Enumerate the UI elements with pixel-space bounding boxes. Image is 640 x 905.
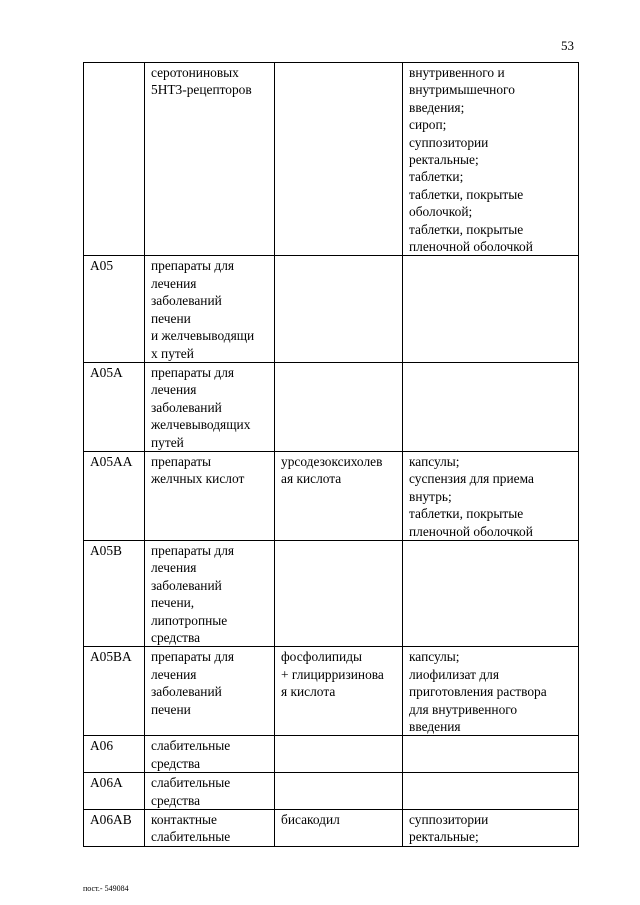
cell-text-line: таблетки, покрытые <box>409 506 524 522</box>
group-name-cell <box>145 810 275 847</box>
cell-text-line: х путей <box>151 345 194 361</box>
cell-text-line: печени, <box>151 595 195 611</box>
cell-text-line: лечения <box>151 560 197 576</box>
table-row <box>84 810 579 847</box>
dosage-forms-cell <box>403 362 579 451</box>
dosage-forms-cell <box>403 63 579 256</box>
cell-text-line: пленочной оболочкой <box>409 239 533 255</box>
cell-text-line: A05 <box>90 258 114 274</box>
cell-text-line: капсулы; <box>409 453 460 469</box>
substance-cell <box>275 451 403 540</box>
group-name-cell <box>145 362 275 451</box>
cell-text-line: средства <box>151 755 201 771</box>
substance-cell <box>275 540 403 646</box>
cell-text-line: для внутривенного <box>409 701 518 717</box>
cell-text-line: лечения <box>151 666 197 682</box>
group-name-cell <box>145 736 275 773</box>
table-row <box>84 256 579 362</box>
cell-text-line: желчных кислот <box>151 471 245 487</box>
cell-text-line: внутривенного и <box>409 65 505 80</box>
cell-text-line: приготовления раствора <box>409 684 547 700</box>
cell-text-line: ая кислота <box>281 471 342 487</box>
cell-text-line: препараты <box>151 453 212 469</box>
cell-text-line: контактные <box>151 812 217 828</box>
group-name-cell <box>145 451 275 540</box>
cell-text-line: заболеваний <box>151 684 222 700</box>
dosage-forms-cell <box>403 451 579 540</box>
substance-cell <box>275 63 403 256</box>
atc-code-cell <box>84 451 145 540</box>
substance-cell <box>275 256 403 362</box>
cell-text-line: заболеваний <box>151 293 222 309</box>
cell-text-line: заболеваний <box>151 577 222 593</box>
cell-text-line: внутрь; <box>409 488 452 504</box>
group-name-cell <box>145 647 275 736</box>
cell-text-line: таблетки, покрытые <box>409 221 524 237</box>
cell-text-line: суппозитории <box>409 134 489 150</box>
table-row <box>84 773 579 810</box>
cell-text-line: путей <box>151 434 184 450</box>
cell-text-line: препараты для <box>151 258 235 274</box>
table-row <box>84 736 579 773</box>
cell-text-line: 5HT3-рецепторов <box>151 82 252 98</box>
cell-text-line: печени <box>151 310 191 326</box>
cell-text-line: введения; <box>409 99 465 115</box>
cell-text-line: A06AB <box>90 812 132 828</box>
cell-text-line: лечения <box>151 275 197 291</box>
cell-text-line: ректальные; <box>409 829 479 845</box>
table-row <box>84 63 579 256</box>
cell-text-line: введения <box>409 719 461 735</box>
table-row <box>84 451 579 540</box>
cell-text-line: слабительные <box>151 738 231 754</box>
substance-cell <box>275 773 403 810</box>
substance-cell <box>275 362 403 451</box>
cell-text-line: желчевыводящих <box>151 417 251 433</box>
atc-code-cell <box>84 773 145 810</box>
dosage-forms-cell <box>403 256 579 362</box>
cell-text-line: и желчевыводящи <box>151 328 255 344</box>
table-row <box>84 647 579 736</box>
cell-text-line: печени <box>151 701 191 717</box>
cell-text-line: лиофилизат для <box>409 666 499 682</box>
cell-text-line: внутримышечного <box>409 82 515 98</box>
cell-text-line: липотропные <box>151 612 228 628</box>
cell-text-line: препараты для <box>151 542 235 558</box>
cell-text-line: суппозитории <box>409 812 489 828</box>
table-row <box>84 540 579 646</box>
cell-text-line: A05B <box>90 542 122 558</box>
group-name-cell <box>145 773 275 810</box>
cell-text-line: ректальные; <box>409 152 479 168</box>
cell-text-line: серотониновых <box>151 65 239 80</box>
dosage-forms-cell <box>403 773 579 810</box>
atc-code-cell <box>84 256 145 362</box>
cell-text-line: + глицирризинова <box>281 666 384 682</box>
cell-text-line: сироп; <box>409 117 447 133</box>
dosage-forms-cell <box>403 647 579 736</box>
table-body <box>84 63 579 847</box>
page-number: 53 <box>561 38 574 53</box>
dosage-forms-cell <box>403 540 579 646</box>
substance-cell <box>275 736 403 773</box>
group-name-cell <box>145 540 275 646</box>
cell-text-line: препараты для <box>151 649 235 665</box>
cell-text-line: таблетки, покрытые <box>409 186 524 202</box>
substance-cell <box>275 810 403 847</box>
atc-code-cell <box>84 810 145 847</box>
cell-text-line: слабительные <box>151 775 231 791</box>
atc-code-cell <box>84 362 145 451</box>
cell-text-line: заболеваний <box>151 399 222 415</box>
cell-text-line: лечения <box>151 382 197 398</box>
group-name-cell <box>145 256 275 362</box>
cell-text-line: таблетки; <box>409 169 464 185</box>
cell-text-line: бисакодил <box>281 812 340 828</box>
atc-code-cell <box>84 540 145 646</box>
group-name-cell <box>145 63 275 256</box>
substance-cell <box>275 647 403 736</box>
cell-text-line: A06A <box>90 775 123 791</box>
atc-code-cell <box>84 63 145 256</box>
cell-text-line: капсулы; <box>409 649 460 665</box>
cell-text-line: я кислота <box>281 684 336 700</box>
atc-code-cell <box>84 647 145 736</box>
cell-text-line: A06 <box>90 738 114 754</box>
cell-text-line: средства <box>151 792 201 808</box>
cell-text-line: A05BA <box>90 649 132 665</box>
cell-text-line: оболочкой; <box>409 204 473 220</box>
dosage-forms-cell <box>403 810 579 847</box>
table-row <box>84 362 579 451</box>
cell-text-line: A05AA <box>90 453 133 469</box>
cell-text-line: средства <box>151 630 201 645</box>
atc-code-cell <box>84 736 145 773</box>
cell-text-line: суспензия для приема <box>409 471 534 487</box>
cell-text-line: препараты для <box>151 364 235 380</box>
footer-reference: пост.- 549084 <box>83 884 129 893</box>
dosage-forms-cell <box>403 736 579 773</box>
cell-text-line: слабительные <box>151 829 231 845</box>
drug-registry-table <box>83 62 579 847</box>
cell-text-line: фосфолипиды <box>281 649 362 665</box>
cell-text-line: урсодезоксихолев <box>281 453 383 469</box>
cell-text-line: A05A <box>90 364 123 380</box>
cell-text-line: пленочной оболочкой <box>409 523 533 539</box>
